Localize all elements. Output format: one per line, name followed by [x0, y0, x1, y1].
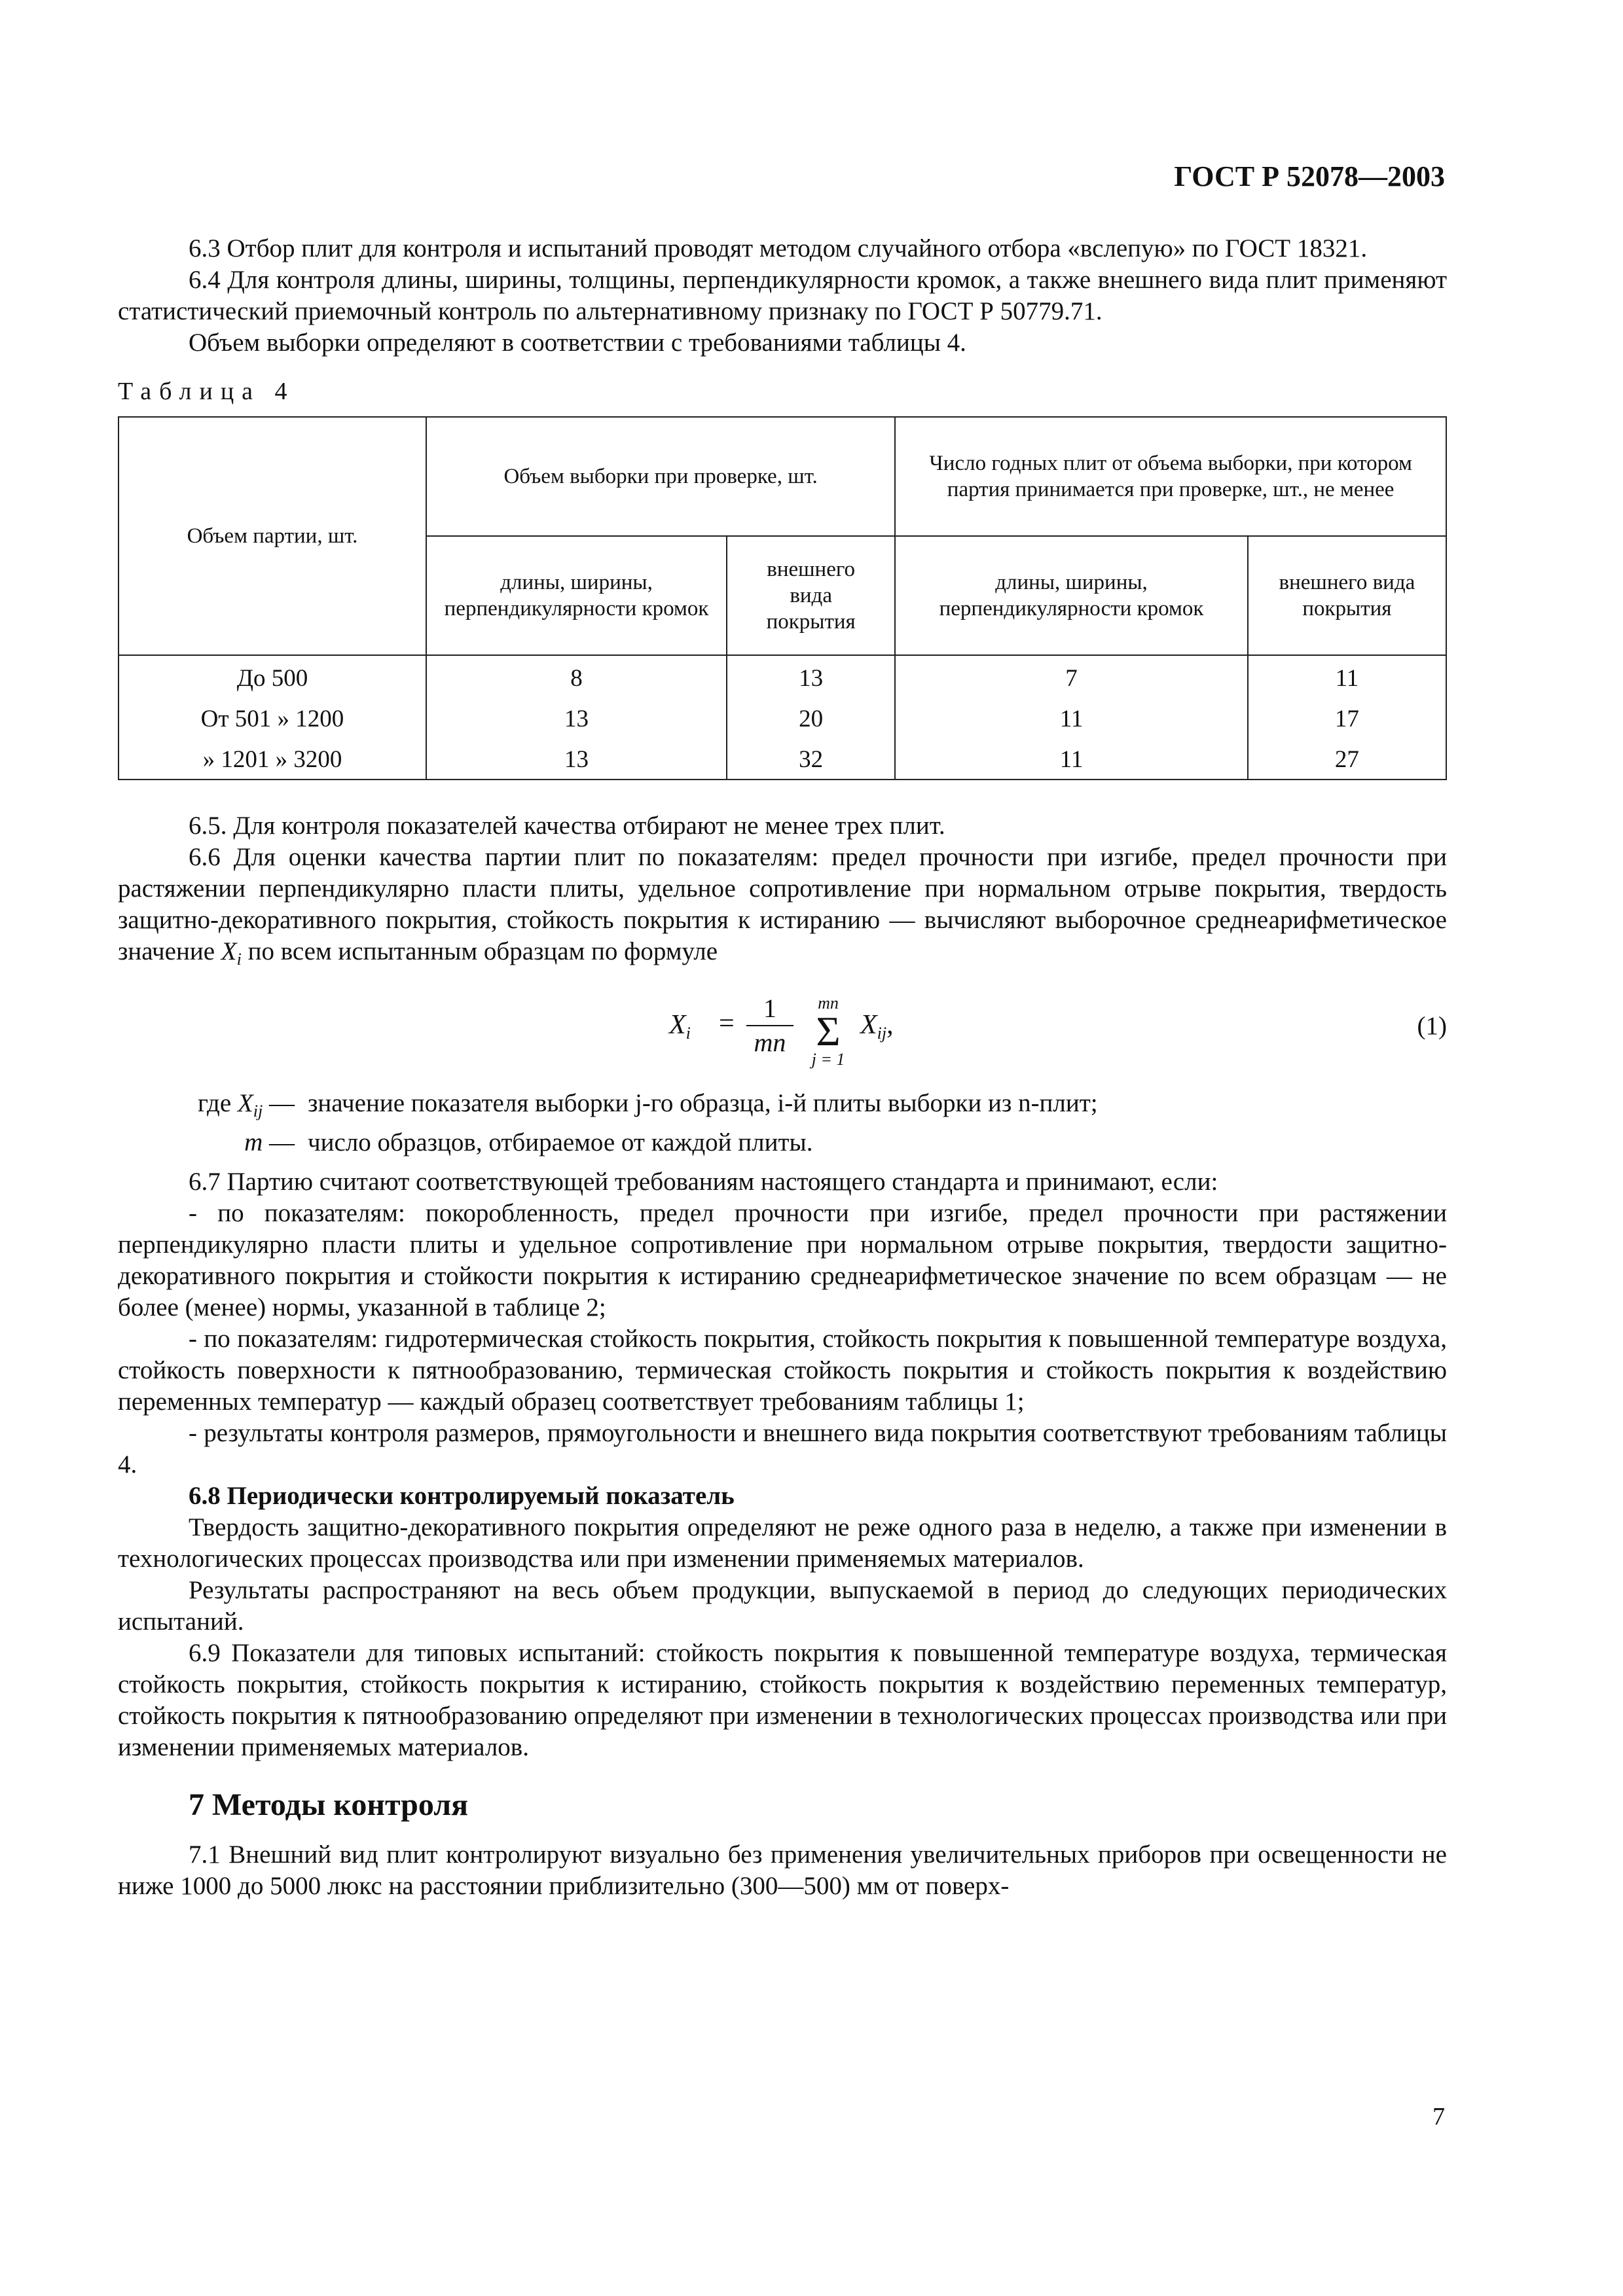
formula-term: $X_{ij}$,: [860, 1010, 894, 1043]
header-accept-look: внешнего вида покрытия: [1248, 536, 1446, 655]
formula-lhs: $X_i$: [669, 1010, 691, 1043]
table-cell: 17: [1248, 699, 1446, 740]
formula-sum: mn Σ j = 1: [811, 994, 845, 1069]
table-cell: 11: [1248, 655, 1446, 699]
table-cell: До 500: [119, 655, 426, 699]
page-number: 7: [1432, 2103, 1445, 2130]
header-sample-look: внешнего вида покрытия: [727, 536, 895, 655]
standard-code-header: ГОСТ Р 52078—2003: [1174, 160, 1445, 192]
document-body: [118, 233, 1447, 1902]
paragraph-6-4b: Объем выборки определяют в соответствии с требованиями таблицы 4.: [189, 329, 966, 357]
table-cell: 8: [426, 655, 727, 699]
formula-expression: [669, 994, 931, 1072]
formula-equals: =: [719, 1009, 735, 1039]
table-caption: Таблица 4: [118, 378, 295, 405]
paragraph-6-7c: - результаты контроля размеров, прямоугольности и внешнего вида покрытия соответствуют требованиям таблицы 4.: [118, 1419, 1447, 1479]
formula-number: (1): [1417, 1012, 1447, 1040]
sample-size-table: [118, 416, 1447, 780]
table-cell: 11: [895, 740, 1248, 780]
header-accept-group: Число годных плит от объема выборки, при котором партия принимается при проверке, шт., не менее: [895, 417, 1446, 536]
legend-row: m — число образцов, отбираемое от каждой плиты.: [244, 1128, 813, 1157]
header-sample-dims: длины, ширины, перпендикулярности кромок: [426, 536, 727, 655]
paragraph-6-5: 6.5. Для контроля показателей качества отбирают не менее трех плит.: [189, 812, 945, 840]
table-row: [119, 655, 1446, 699]
table-cell: От 501 » 1200: [119, 699, 426, 740]
paragraph-6-3: 6.3 Отбор плит для контроля и испытаний проводят методом случайного отбора «вслепую» по ГОСТ 18321.: [189, 234, 1368, 262]
table-cell: 13: [727, 655, 895, 699]
table-cell: 11: [895, 699, 1248, 740]
header-accept-dims: длины, ширины, перпендикулярности кромок: [895, 536, 1248, 655]
paragraph-6-4: 6.4 Для контроля длины, ширины, толщины, перпендикулярности кромок, а также внешнего вида плит применяют статистический приемочный контроль по альтернативному признаку по ГОСТ Р 50779.71.: [118, 266, 1447, 325]
paragraph-6-8-heading: 6.8 Периодически контролируемый показатель: [189, 1482, 735, 1510]
table-cell: 20: [727, 699, 895, 740]
table-cell: 27: [1248, 740, 1446, 780]
formula-1: [118, 984, 1447, 1076]
paragraph-6-8a: Твердость защитно-декоративного покрытия определяют не реже одного раза в неделю, а также при изменении в технологических процессах производства или при изменении применяемых материалов.: [118, 1513, 1447, 1573]
table-cell: » 1201 » 3200: [119, 740, 426, 780]
table-cell: 32: [727, 740, 895, 780]
paragraph-6-7: 6.7 Партию считают соответствующей требованиям настоящего стандарта и принимают, если:: [189, 1168, 1218, 1196]
header-sample-size-group: Объем выборки при проверке, шт.: [426, 417, 895, 536]
paragraph-7-1: 7.1 Внешний вид плит контролируют визуально без применения увеличительных приборов при освещенности не ниже 1000 до 5000 люкс на расстоянии приблизительно (300—500) мм от поверх-: [118, 1840, 1447, 1900]
formula-legend: [118, 1088, 1447, 1166]
formula-fraction: 1 mn: [744, 994, 796, 1058]
paragraph-6-7a: - по показателям: покоробленность, предел прочности при изгибе, предел прочности при растяжении перпендикулярно пласти плиты и удельное сопротивление при нормальном отрыве покрытия, твердости защитно-декоративного покрытия и стойкости покрытия к истиранию среднеарифметическое значение по всем образцам — не более (менее) нормы, указанной в таблице 2;: [118, 1199, 1447, 1321]
legend-row: где $X_{ij}$ — значение показателя выборки j-го образца, i-й плиты выборки из n-плит;: [198, 1089, 1098, 1121]
paragraph-6-8b: Результаты распространяют на весь объем продукции, выпускаемой в период до следующих периодических испытаний.: [118, 1576, 1447, 1636]
table-row: [119, 740, 1446, 780]
table-cell: 7: [895, 655, 1248, 699]
table-cell: 13: [426, 740, 727, 780]
section-7-title: 7 Методы контроля: [189, 1787, 469, 1822]
table-row: [119, 699, 1446, 740]
table-cell: 13: [426, 699, 727, 740]
paragraph-6-6: 6.6 Для оценки качества партии плит по показателям: предел прочности при изгибе, предел прочности при растяжении перпендикулярно пласти плиты, удельное сопротивление при нормальном отрыве покрытия, твердость защитно-декоративного покрытия, стойкость покрытия к истиранию — вычисляют выборочное среднеарифметическое значение $X_i$ по всем испытанным образцам по формуле: [118, 843, 1447, 969]
paragraph-6-9: 6.9 Показатели для типовых испытаний: стойкость покрытия к повышенной температуре воздуха, термическая стойкость покрытия, стойкость покрытия к истиранию, стойкость покрытия к воздействию переменных температур, стойкость покрытия к пятнообразованию определяют при изменении в технологических процессах производства или при изменении применяемых материалов.: [118, 1639, 1447, 1761]
paragraph-6-7b: - по показателям: гидротермическая стойкость покрытия, стойкость покрытия к повышенной температуре воздуха, стойкость поверхности к пятнообразованию, термическая стойкость покрытия и стойкость покрытия к воздействию переменных температур — каждый образец соответствует требованиям таблицы 1;: [118, 1325, 1447, 1416]
header-lot-size: Объем партии, шт.: [119, 417, 426, 655]
